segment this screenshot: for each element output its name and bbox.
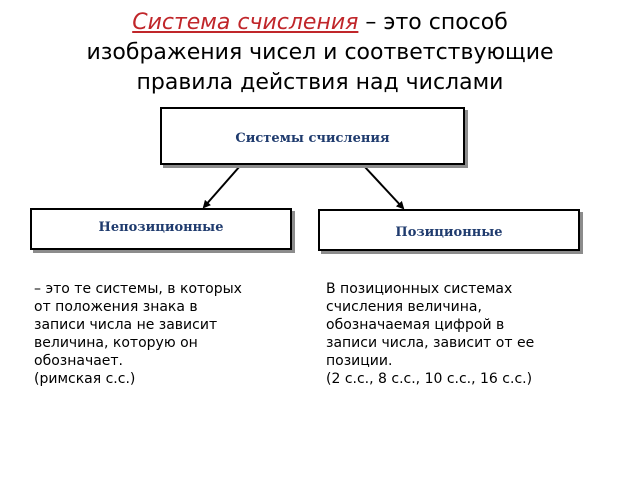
root-node-label: Системы счисления: [235, 130, 390, 146]
title-line3: правила действия над числами: [136, 70, 504, 95]
non-positional-description: – это те системы, в которых от положения знака в записи числа не зависит величина, которую он обозначает. (римская с.с.): [34, 281, 242, 387]
root-node-box: [160, 107, 465, 165]
title-line2: изображения чисел и соответствующие: [86, 40, 554, 65]
non-positional-box: [30, 208, 292, 250]
positional-box: [318, 209, 580, 251]
title-line1-rest: – это способ: [358, 10, 508, 35]
positional-description: В позиционных системах счисления величина, обозначаемая цифрой в записи числа, зависит от ее позиции. (2 с.с., 8 с.с., 10 с.с., 16 с.с.): [326, 281, 535, 387]
positional-label: Позиционные: [395, 224, 503, 240]
arrow-to-right-box: [364, 166, 403, 208]
title-term: Система счисления: [132, 10, 359, 35]
arrow-to-left-box: [204, 166, 240, 207]
non-positional-label: Непозиционные: [98, 219, 224, 235]
